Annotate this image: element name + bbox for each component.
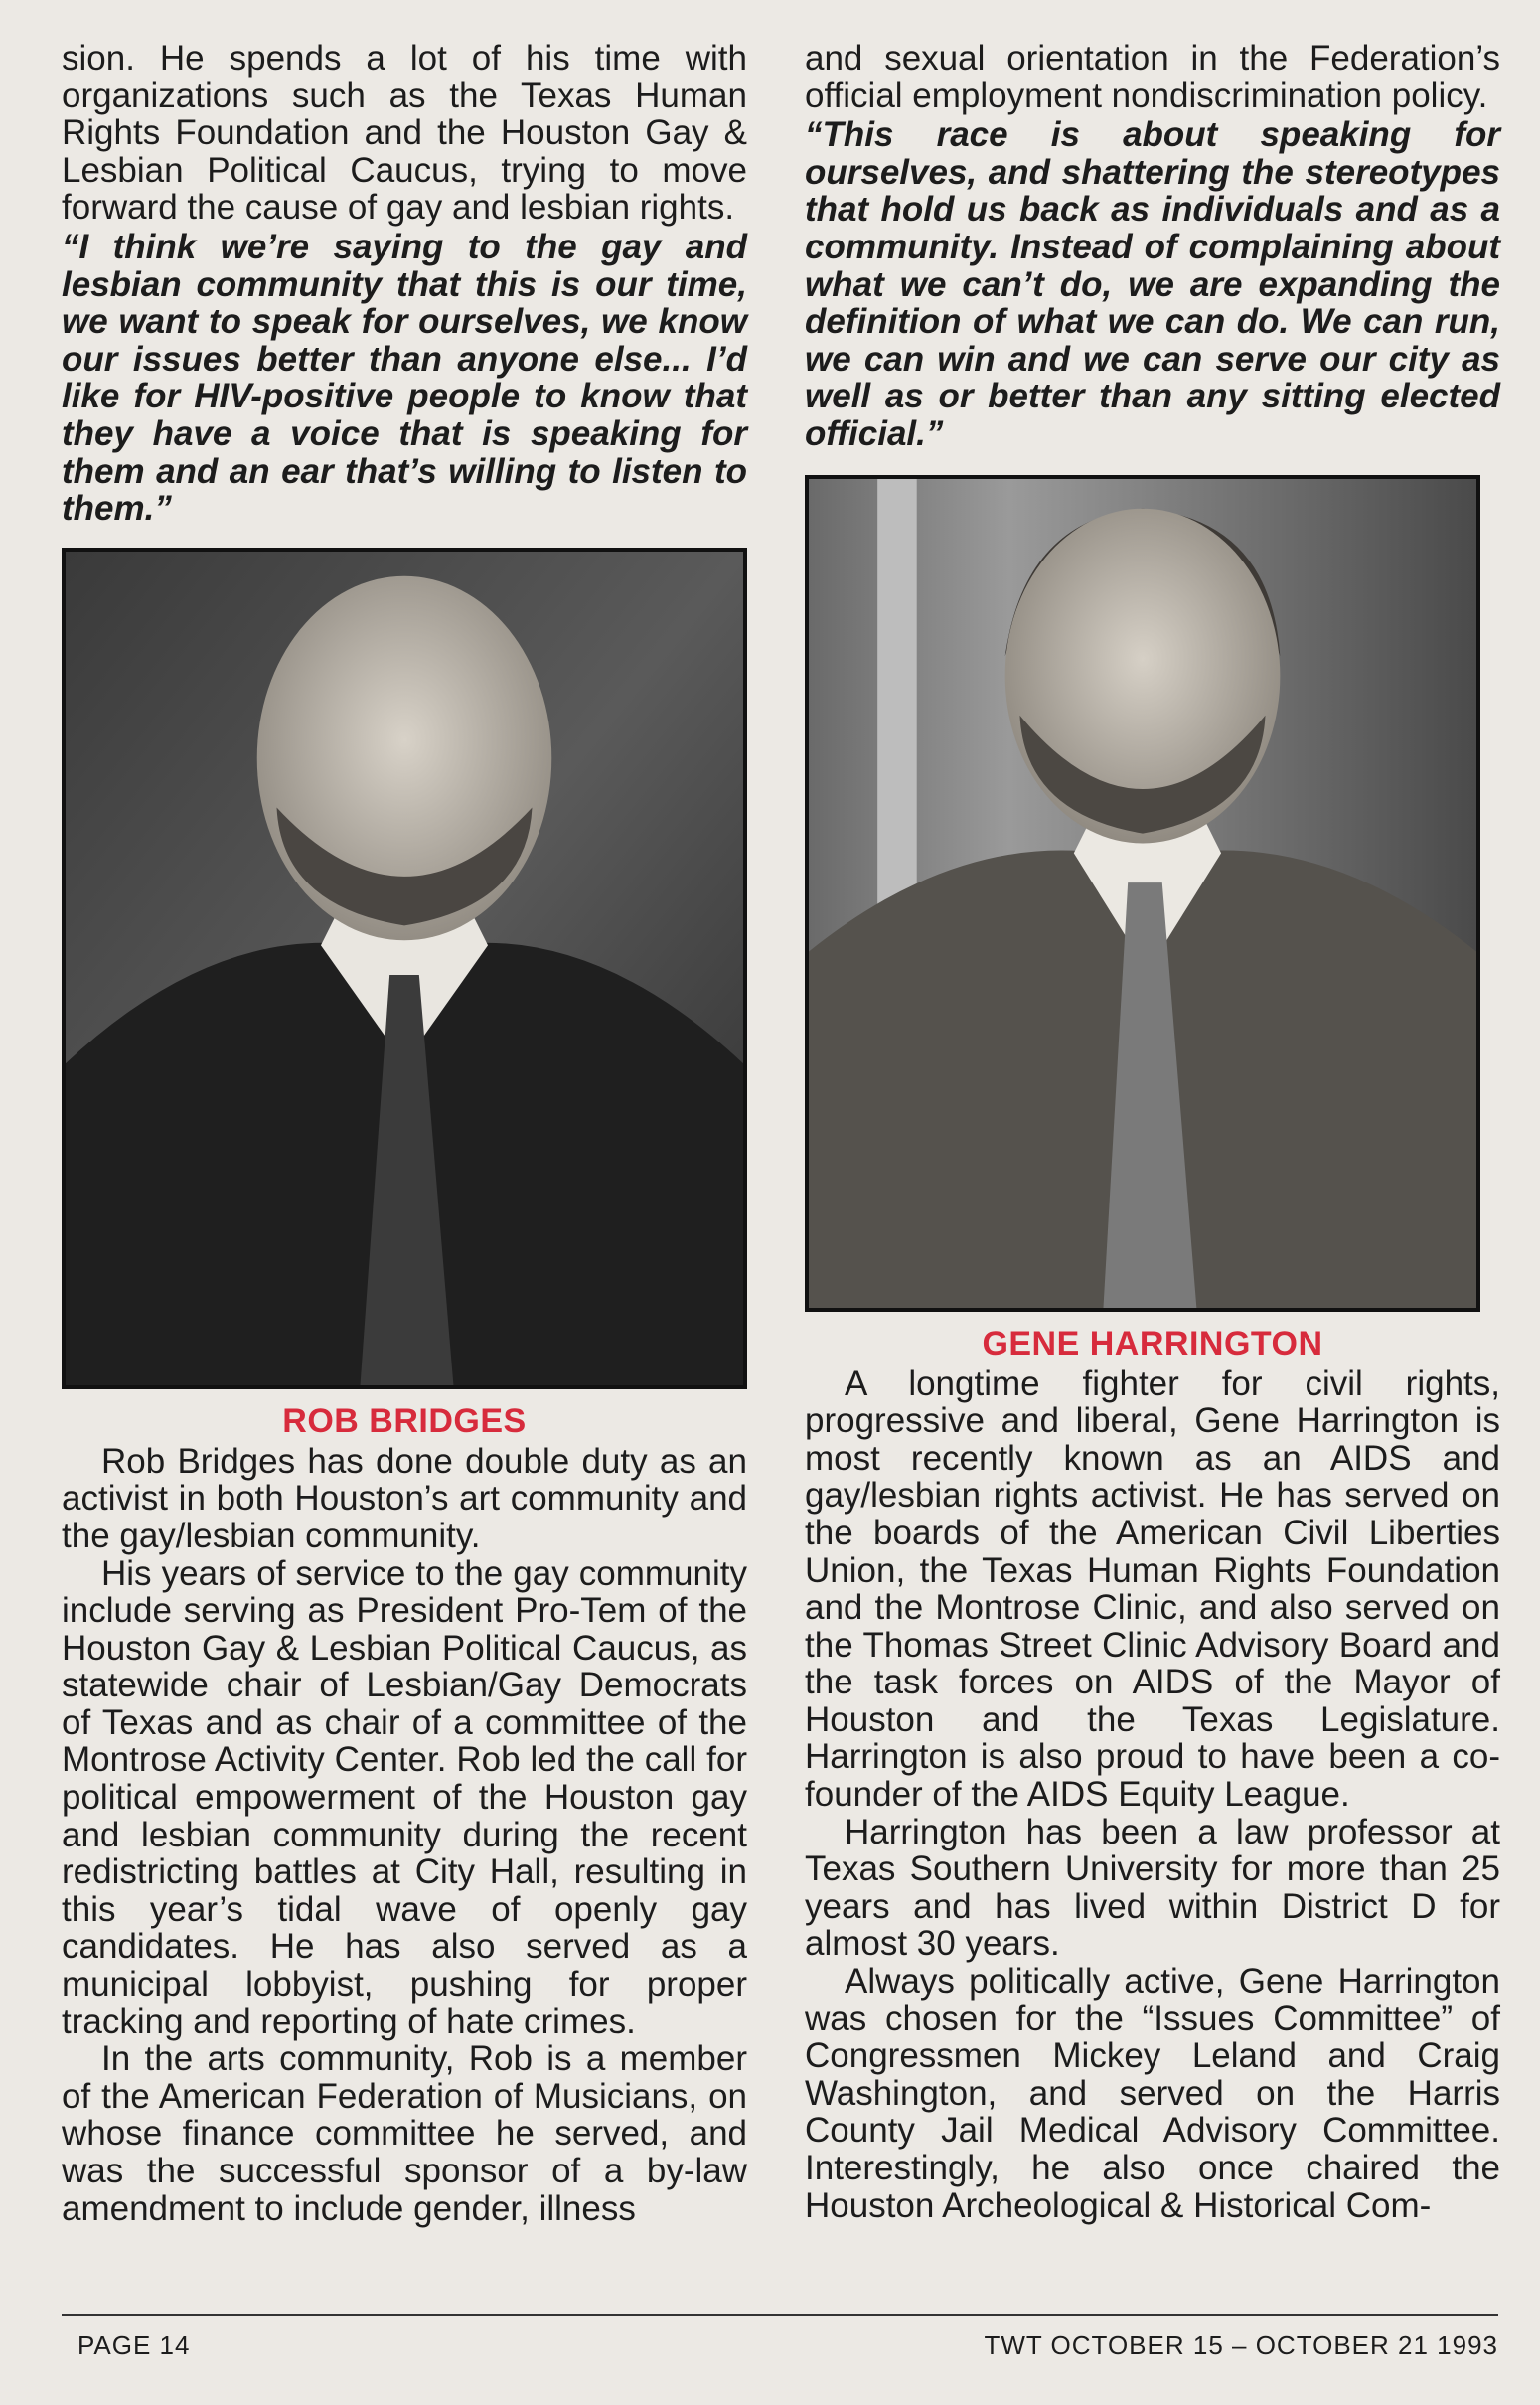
rob-bridges-caption: ROB BRIDGES xyxy=(282,1401,527,1440)
right-column xyxy=(805,40,1500,2224)
issue-date: TWT OCTOBER 15 – OCTOBER 21 1993 xyxy=(984,2330,1498,2360)
gene-harrington-caption: GENE HARRINGTON xyxy=(982,1324,1323,1363)
rob-bridges-bio-2: His years of service to the gay community include serving as President Pro-Tem of the Houston Gay & Lesbian Political Caucus, as statewide chair of Lesbian/Gay Democrats of Texas and as chair of a committee of the Montrose Activity Center. Rob led the call for political empowerment of the Houston gay and lesbian community during the recent redistricting battles at City Hall, resulting in this year’s tidal wave of openly gay candidates. He has also served as a municipal lobbyist, pushing for proper tracking and reporting of hate crimes. xyxy=(62,1553,747,2041)
rob-bridges-bio-1: Rob Bridges has done double duty as an activist in both Houston’s art community and the gay/lesbian community. xyxy=(62,1441,747,1555)
rob-bridges-quote: “I think we’re saying to the gay and lesbian community that this is our time, we want to speak for ourselves, we know our issues better than anyone else... I’d like for HIV-positive people to know that they have a voice that is speaking for them and an ear that’s willing to listen to them.” xyxy=(62,227,747,529)
gene-harrington-quote: “This race is about speaking for ourselves, and shattering the stereotypes that hold us back as individuals and as a community. Instead of complaining about what we can’t do, we are expanding the definition of what we can do. We can run, we can win and we can serve our city as well as or better than any sitting elected official.” xyxy=(805,115,1500,453)
left-column xyxy=(62,40,747,2227)
footer-rule xyxy=(62,2314,1498,2316)
gene-harrington-bio-3: Always politically active, Gene Harrington was chosen for the “Issues Committee” of Congressmen Mickey Leland and Craig Washington, and served on the Harris County Jail Medical Advisory Committee. Interestingly, he also once chaired the Houston Archeological & Historical Com- xyxy=(805,1962,1500,2225)
gene-harrington-bio-1: A longtime fighter for civil rights, progressive and liberal, Gene Harrington is most recently known as an AIDS and gay/lesbian rights activist. He has served on the boards of the American Civil Liberties Union, the Texas Human Rights Foundation and the Montrose Clinic, and also served on the Thomas Street Clinic Advisory Board and the task forces on AIDS of the Mayor of Houston and the Texas Legislature. Harrington is also proud to have been a co-founder of the AIDS Equity League. xyxy=(805,1363,1500,1815)
gene-harrington-photo xyxy=(805,475,1480,1312)
left-opening-paragraph: sion. He spends a lot of his time with organizations such as the Texas Human Rights Foundation and the Houston Gay & Lesbian Political Caucus, trying to move forward the cause of gay and lesbian rights. xyxy=(62,39,747,228)
page-number: PAGE 14 xyxy=(77,2330,191,2360)
rob-bridges-bio-3: In the arts community, Rob is a member of the American Federation of Musicians, on whose finance committee he served, and was the successful sponsor of a by-law amendment to include gender, illness xyxy=(62,2039,747,2228)
rob-bridges-photo xyxy=(62,548,747,1389)
gene-harrington-bio-2: Harrington has been a law professor at Texas Southern University for more than 25 years and has lived within District D for almost 30 years. xyxy=(805,1812,1500,1964)
right-opening-paragraph: and sexual orientation in the Federation’s official employment nondiscrimination policy. xyxy=(805,39,1500,115)
